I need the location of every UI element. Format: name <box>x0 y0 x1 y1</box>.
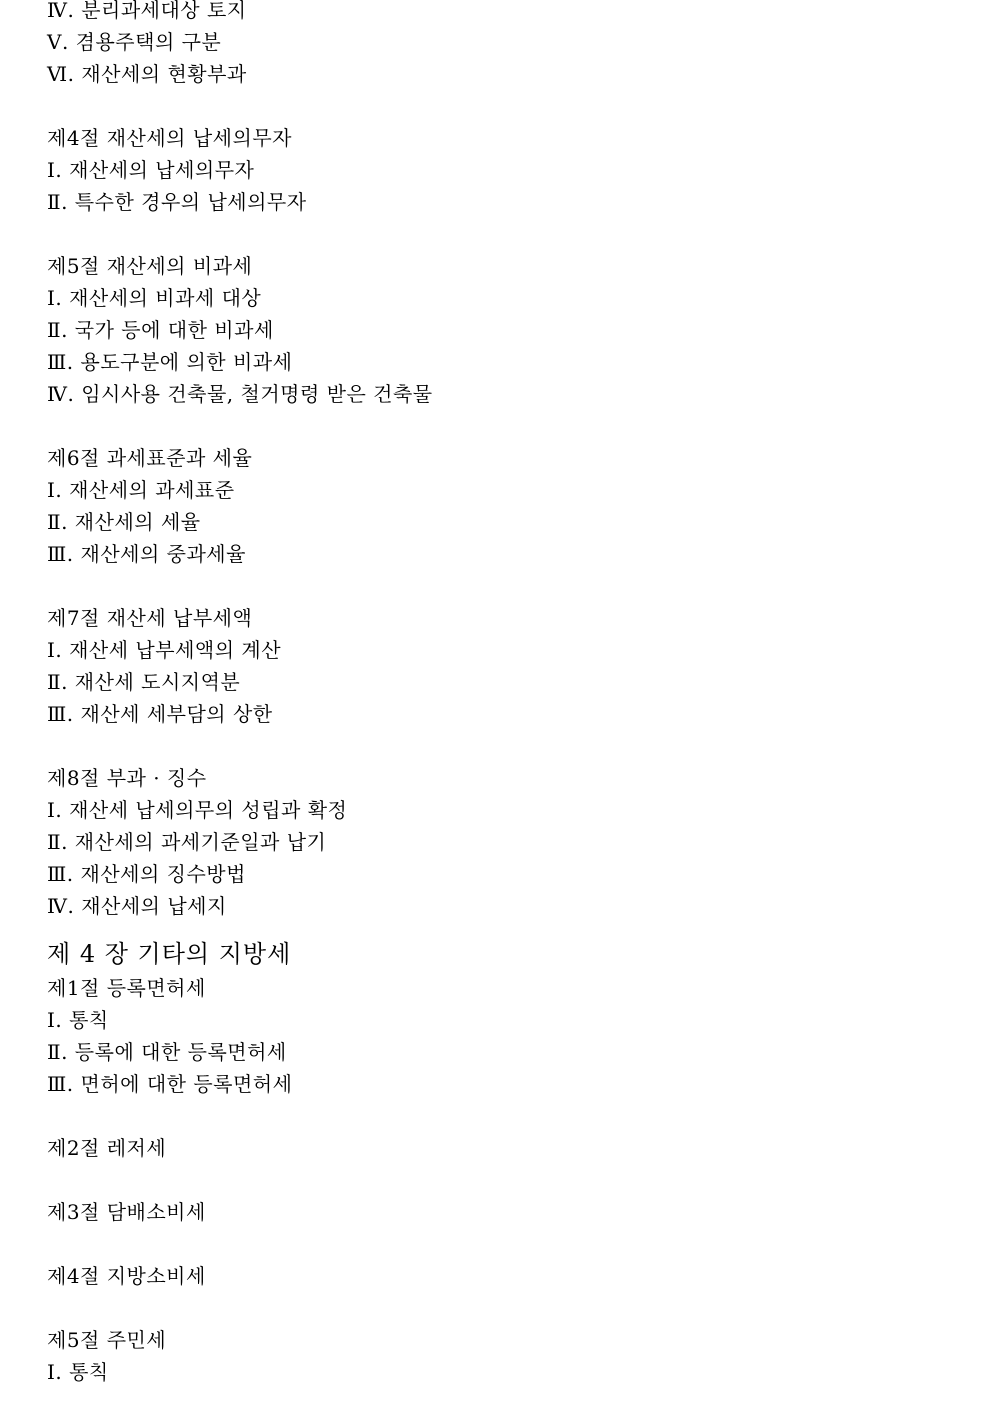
spacer <box>47 1292 967 1324</box>
toc-item: Ⅳ. 임시사용 건축물, 철거명령 받은 건축물 <box>47 382 433 406</box>
toc-item: Ⅲ. 재산세의 중과세율 <box>47 542 246 566</box>
toc-item: Ⅱ. 등록에 대한 등록면허세 <box>47 1040 287 1064</box>
section-title: 제6절 과세표준과 세율 <box>47 446 253 470</box>
toc-item: Ⅲ. 면허에 대한 등록면허세 <box>47 1072 293 1096</box>
toc-item: Ⅰ. 재산세 납세의무의 성립과 확정 <box>47 798 348 822</box>
section-title: 제2절 레저세 <box>47 1136 167 1160</box>
spacer <box>47 410 967 442</box>
section-title: 제4절 재산세의 납세의무자 <box>47 126 292 150</box>
toc-item: Ⅱ. 재산세의 과세기준일과 납기 <box>47 830 327 854</box>
spacer <box>47 218 967 250</box>
table-of-contents <box>47 0 967 1388</box>
toc-item: Ⅱ. 재산세의 세율 <box>47 510 201 534</box>
toc-item: Ⅱ. 재산세 도시지역분 <box>47 670 241 694</box>
toc-item: Ⅳ. 분리과세대상 토지 <box>47 0 247 22</box>
section-title: 제8절 부과 · 징수 <box>47 766 207 790</box>
section-title: 제5절 주민세 <box>47 1328 167 1352</box>
toc-item: Ⅴ. 겸용주택의 구분 <box>47 30 222 54</box>
chapter-title: 제 4 장 기타의 지방세 <box>47 940 292 968</box>
toc-item: Ⅰ. 통칙 <box>47 1008 109 1032</box>
toc-item: Ⅲ. 재산세의 징수방법 <box>47 862 246 886</box>
toc-item: Ⅳ. 재산세의 납세지 <box>47 894 227 918</box>
toc-item: Ⅵ. 재산세의 현황부과 <box>47 62 247 86</box>
toc-item: Ⅰ. 재산세의 비과세 대상 <box>47 286 262 310</box>
spacer <box>47 1228 967 1260</box>
toc-item: Ⅰ. 재산세의 과세표준 <box>47 478 235 502</box>
toc-item: Ⅰ. 재산세의 납세의무자 <box>47 158 255 182</box>
spacer <box>47 730 967 762</box>
toc-item: Ⅲ. 용도구분에 의한 비과세 <box>47 350 293 374</box>
spacer <box>47 90 967 122</box>
section-title: 제7절 재산세 납부세액 <box>47 606 253 630</box>
toc-item: Ⅱ. 국가 등에 대한 비과세 <box>47 318 274 342</box>
toc-item: Ⅰ. 통칙 <box>47 1360 109 1384</box>
section-title: 제4절 지방소비세 <box>47 1264 206 1288</box>
toc-item: Ⅲ. 재산세 세부담의 상한 <box>47 702 273 726</box>
section-title: 제1절 등록면허세 <box>47 976 206 1000</box>
spacer <box>47 1100 967 1132</box>
spacer <box>47 570 967 602</box>
section-title: 제5절 재산세의 비과세 <box>47 254 253 278</box>
toc-item: Ⅰ. 재산세 납부세액의 계산 <box>47 638 282 662</box>
spacer <box>47 1164 967 1196</box>
section-title: 제3절 담배소비세 <box>47 1200 206 1224</box>
toc-item: Ⅱ. 특수한 경우의 납세의무자 <box>47 190 307 214</box>
